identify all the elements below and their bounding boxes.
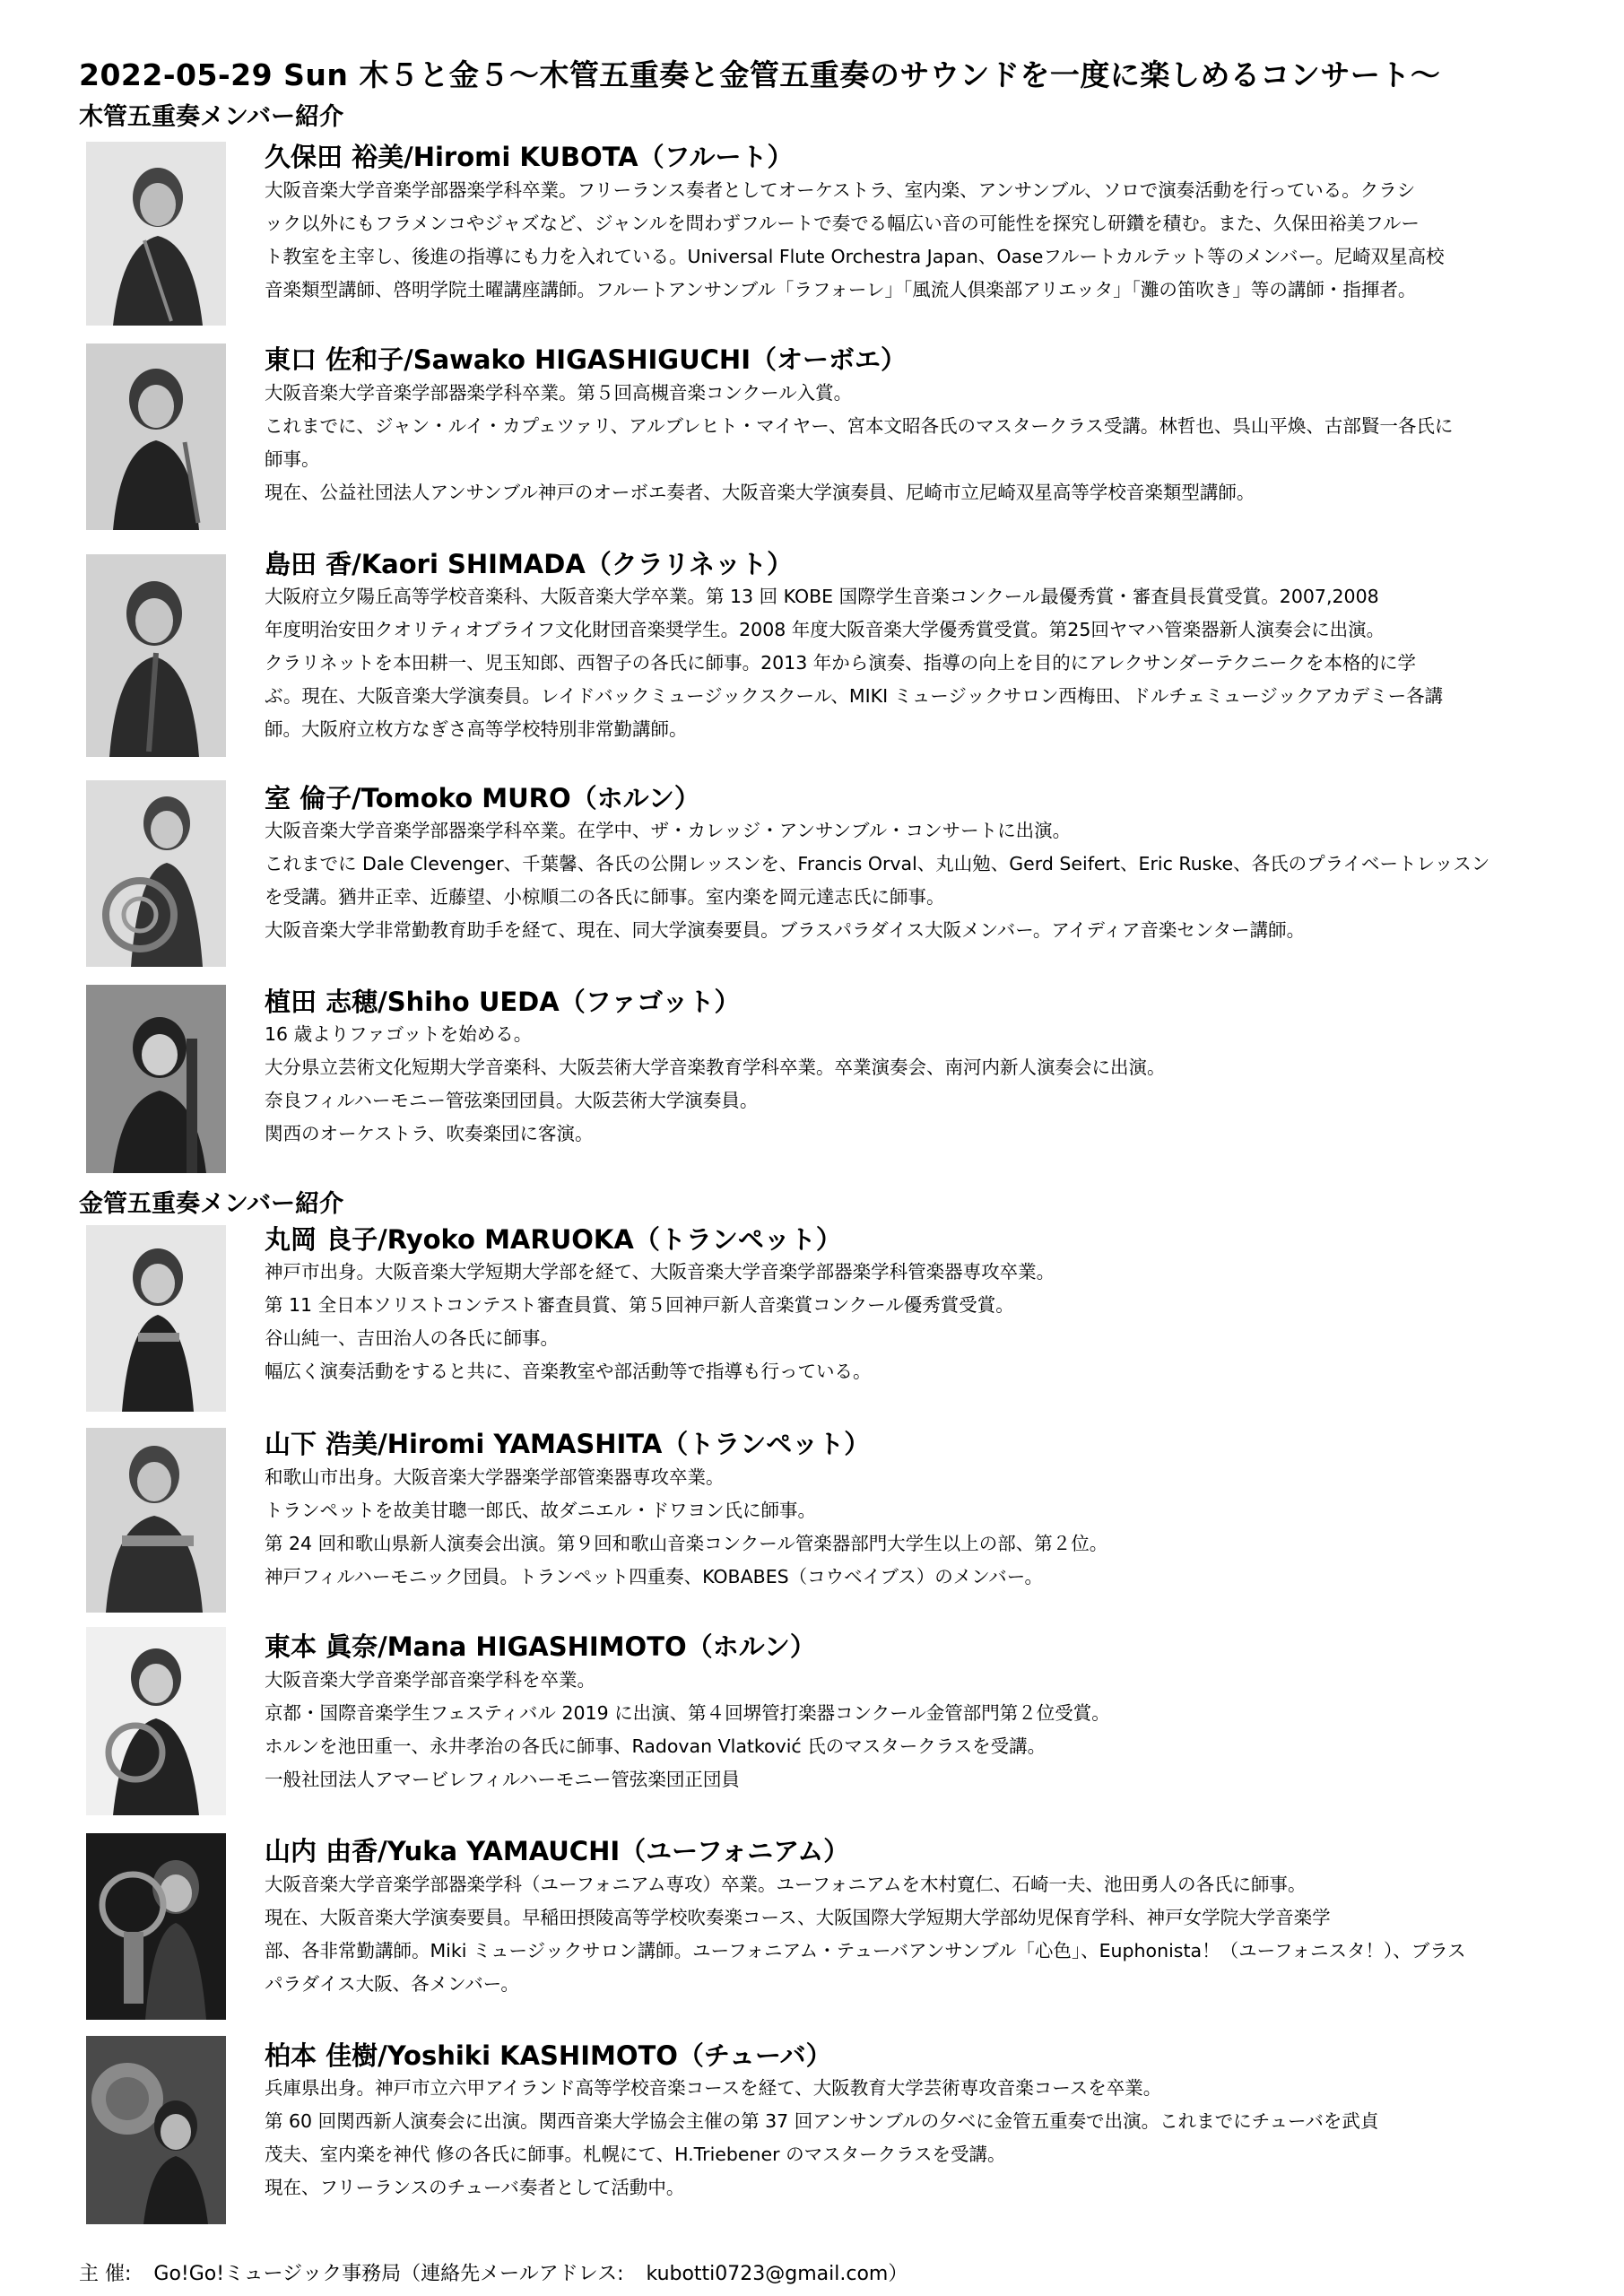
bio-line: これまでに Dale Clevenger、千葉馨、各氏の公開レッスンを、Francis Orval、丸山勉、Gerd Seifert、Eric Ruske、各氏のプライベートレッスン (265, 853, 1490, 874)
bio-line: 大阪府立夕陽丘高等学校音楽科、大阪音楽大学卒業。第 13 回 KOBE 国際学生音楽コンクール最優秀賞・審査員長賞受賞。2007,2008 (265, 586, 1379, 607)
bio-line: トランペットを故美甘聰一郎氏、故ダニエル・ドワヨン氏に師事。 (265, 1500, 816, 1521)
member-photo-ueda (86, 985, 226, 1173)
bio-line: 大阪音楽大学音楽学部器楽学科（ユーフォニアム専攻）卒業。ユーフォニアムを木村寛仁、石崎一夫、池田勇人の各氏に師事。 (265, 1874, 1307, 1895)
bio-line: 第 11 全日本ソリストコンテスト審査員賞、第５回神戸新人音楽賞コンクール優秀賞受賞。 (265, 1294, 1014, 1316)
bio-line: 音楽類型講師、啓明学院土曜講座講師。フルートアンサンブル「ラフォーレ」「風流人倶楽部アリエッタ」「灘の笛吹き」等の講師・指揮者。 (265, 279, 1417, 300)
member-photo-kubota (86, 142, 226, 326)
member-name: 山下 浩美/Hiromi YAMASHITA（トランペット） (265, 1429, 871, 1459)
bio-line: 部、各非常勤講師。Miki ミュージックサロン講師。ユーフォニアム・テューバアンサンブル「心色」、Euphonista！（ユーフォニスタ！）、ブラス (265, 1940, 1466, 1961)
bio-line: 兵庫県出身。神戸市立六甲アイランド高等学校音楽コースを経て、大阪教育大学芸術専攻音楽コースを卒業。 (265, 2077, 1162, 2099)
bio-line: 茂夫、室内楽を神代 修の各氏に師事。札幌にて、H.Triebener のマスタークラスを受講。 (265, 2144, 1006, 2165)
member-bio (265, 1868, 1542, 2001)
brass-section-heading: 金管五重奏メンバー紹介 (79, 1190, 344, 1218)
member-bio (265, 580, 1542, 746)
bio-line: 現在、大阪音楽大学演奏要員。早稲田摂陵高等学校吹奏楽コース、大阪国際大学短期大学部幼児保育学科、神戸女学院大学音楽学 (265, 1907, 1331, 1928)
member-bio (265, 2072, 1542, 2205)
member-name: 島田 香/Kaori SHIMADA（クラリネット） (265, 549, 794, 579)
member-photo-shimada (86, 554, 226, 757)
member-name: 東本 眞奈/Mana HIGASHIMOTO（ホルン） (265, 1631, 816, 1662)
member-photo-higashiguchi (86, 344, 226, 530)
bio-line: 和歌山市出身。大阪音楽大学器楽学部管楽器専攻卒業。 (265, 1466, 725, 1488)
concert-title: 2022-05-29 Sun 木５と金５～木管五重奏と金管五重奏のサウンドを一度に楽しめるコンサート～ (79, 57, 1441, 92)
member-name: 植田 志穂/Shiho UEDA（ファゴット） (265, 987, 741, 1017)
member-bio (265, 174, 1542, 307)
member-photo-yamauchi (86, 1833, 226, 2020)
member-bio (265, 814, 1542, 947)
bio-line: 第 24 回和歌山県新人演奏会出演。第９回和歌山音楽コンクール管楽器部門大学生以上の部、第２位。 (265, 1533, 1108, 1554)
bio-line: 現在、フリーランスのチューバ奏者として活動中。 (265, 2177, 685, 2198)
member-bio (265, 1461, 1542, 1594)
bio-line: 大阪音楽大学音楽学部器楽学科卒業。第５回高槻音楽コンクール入賞。 (265, 382, 853, 404)
bio-line: これまでに、ジャン・ルイ・カプェツァリ、アルブレヒト・マイヤー、宮本文昭各氏のマスタークラス受講。林哲也、呉山平煥、古部賢一各氏に (265, 415, 1454, 437)
member-bio (265, 1256, 1542, 1388)
member-photo-kashimoto (86, 2036, 226, 2224)
bio-line: パラダイス大阪、各メンバー。 (265, 1973, 519, 1995)
bio-line: を受講。猶井正幸、近藤望、小椋順二の各氏に師事。室内楽を岡元達志氏に師事。 (265, 886, 945, 908)
organizer-name: Go!Go!ミュージック事務局（連絡先メールアドレス: (153, 2263, 624, 2285)
bio-line: 現在、公益社団法人アンサンブル神戸のオーボエ奏者、大阪音楽大学演奏員、尼崎市立尼崎双星高等学校音楽類型講師。 (265, 482, 1255, 503)
member-name: 山内 由香/Yuka YAMAUCHI（ユーフォニアム） (265, 1836, 850, 1866)
bio-line: 大阪音楽大学音楽学部音楽学科を卒業。 (265, 1669, 595, 1691)
bio-line: ホルンを池田重一、永井孝治の各氏に師事、Radovan Vlatković 氏のマスタークラスを受講。 (265, 1735, 1046, 1757)
member-name: 久保田 裕美/Hiromi KUBOTA（フルート） (265, 142, 794, 172)
bio-line: 年度明治安田クオリティオブライフ文化財団音楽奨学生。2008 年度大阪音楽大学優秀賞受賞。第25回ヤマハ管楽器新人演奏会に出演。 (265, 619, 1385, 640)
member-name: 柏本 佳樹/Yoshiki KASHIMOTO（チューバ） (265, 2040, 832, 2071)
bio-line: ぶ。現在、大阪音楽大学演奏員。レイドバックミュージックスクール、MIKI ミュージックサロン西梅田、ドルチェミュージックアカデミー各講 (265, 685, 1444, 707)
bio-line: 16 歳よりファゴットを始める。 (265, 1023, 533, 1045)
bio-line: クラリネットを本田耕一、児玉知郎、西智子の各氏に師事。2013 年から演奏、指導の向上を目的にアレクサンダーテクニークを本格的に学 (265, 652, 1416, 674)
bio-line: 大阪音楽大学音楽学部器楽学科卒業。フリーランス奏者としてオーケストラ、室内楽、アンサンブル、ソロで演奏活動を行っている。クラシ (265, 179, 1416, 201)
bio-line: 京都・国際音楽学生フェスティバル 2019 に出演、第４回堺管打楽器コンクール金管部門第２位受賞。 (265, 1702, 1110, 1724)
bio-line: 一般社団法人アマービレフィルハーモニー管弦楽団正団員 (265, 1769, 740, 1790)
contact-email: kubotti0723@gmail.com） (646, 2263, 908, 2285)
organizer-label: 主 催: (79, 2263, 132, 2285)
bio-line: 大分県立芸術文化短期大学音楽科、大阪芸術大学音楽教育学科卒業。卒業演奏会、南河内新人演奏会に出演。 (265, 1057, 1166, 1078)
bio-line: ック以外にもフラメンコやジャズなど、ジャンルを問わずフルートで奏でる幅広い音の可能性を探究し研鑽を積む。また、久保田裕美フルー (265, 213, 1420, 234)
bio-line: 幅広く演奏活動をすると共に、音楽教室や部活動等で指導も行っている。 (265, 1361, 872, 1382)
member-bio (265, 1664, 1542, 1796)
bio-line: 大阪音楽大学非常勤教育助手を経て、現在、同大学演奏要員。ブラスパラダイス大阪メンバー。アイディア音楽センター講師。 (265, 919, 1306, 941)
member-photo-higashimoto (86, 1627, 226, 1815)
bio-line: 師事。 (265, 448, 320, 470)
member-bio (265, 377, 1542, 509)
bio-line: 第 60 回関西新人演奏会に出演。関西音楽大学協会主催の第 37 回アンサンブルの夕べに金管五重奏で出演。これまでにチューバを武貞 (265, 2110, 1379, 2132)
bio-line: 師。大阪府立枚方なぎさ高等学校特別非常勤講師。 (265, 718, 688, 740)
member-photo-maruoka (86, 1225, 226, 1412)
bio-line: ト教室を主宰し、後進の指導にも力を入れている。Universal Flute Orchestra Japan、Oaseフルートカルテット等のメンバー。尼崎双星高校 (265, 246, 1445, 267)
bio-line: 神戸市出身。大阪音楽大学短期大学部を経て、大阪音楽大学音楽学部器楽学科管楽器専攻卒業。 (265, 1261, 1055, 1283)
organizer-footer (79, 2258, 924, 2286)
bio-line: 谷山純一、吉田治人の各氏に師事。 (265, 1327, 559, 1349)
member-name: 丸岡 良子/Ryoko MARUOKA（トランペット） (265, 1224, 842, 1255)
woodwind-section-heading: 木管五重奏メンバー紹介 (79, 103, 344, 131)
member-photo-muro (86, 780, 226, 967)
bio-line: 神戸フィルハーモニック団員。トランペット四重奏、KOBABES（コウベイブス）のメンバー。 (265, 1566, 1043, 1587)
member-name: 東口 佐和子/Sawako HIGASHIGUCHI（オーボエ） (265, 344, 907, 375)
member-photo-yamashita (86, 1428, 226, 1613)
member-name: 室 倫子/Tomoko MURO（ホルン） (265, 783, 700, 813)
bio-line: 奈良フィルハーモニー管弦楽団団員。大阪芸術大学演奏員。 (265, 1090, 759, 1111)
bio-line: 大阪音楽大学音楽学部器楽学科卒業。在学中、ザ・カレッジ・アンサンブル・コンサートに出演。 (265, 820, 1072, 841)
member-bio (265, 1018, 1542, 1151)
bio-line: 関西のオーケストラ、吹奏楽団に客演。 (265, 1123, 594, 1144)
